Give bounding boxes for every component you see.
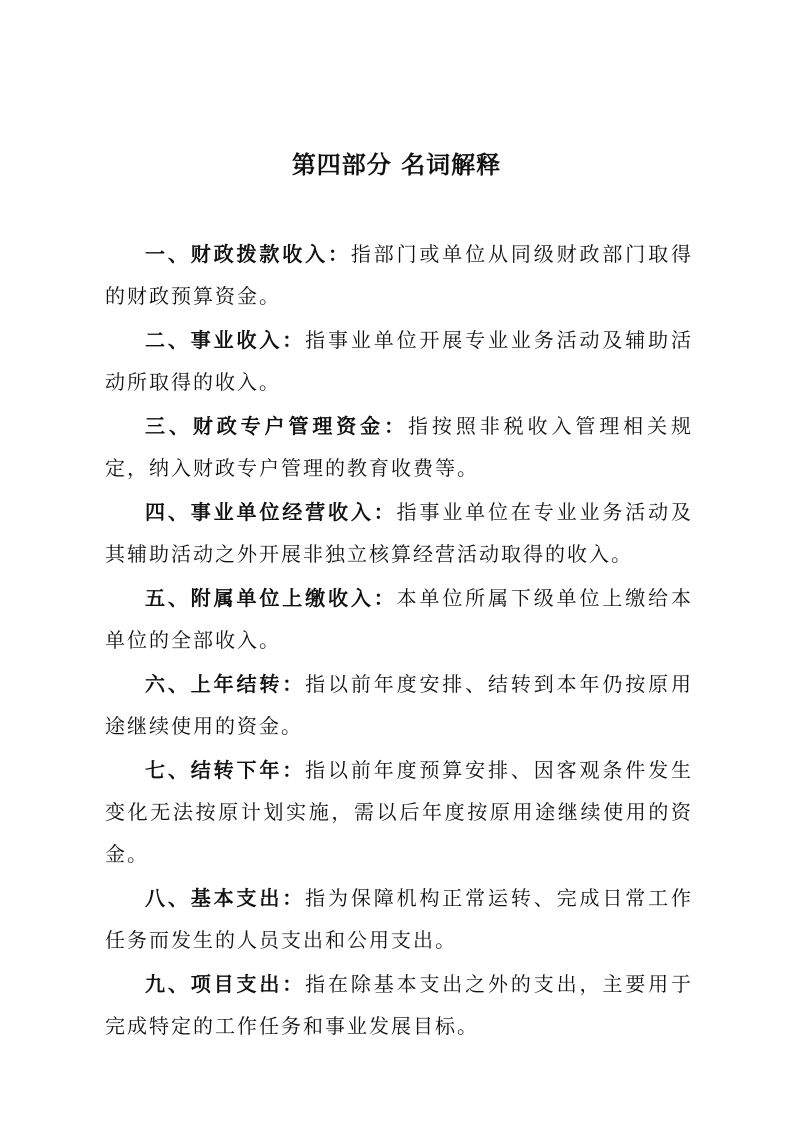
term-item <box>105 405 693 489</box>
term-definition: 指按照非税收入管理相关规定，纳入财政专户管理的教育收费等。 <box>105 414 693 480</box>
terms-list <box>105 233 693 1049</box>
term-item <box>105 663 693 747</box>
term-item <box>105 963 693 1047</box>
term-name: 六、上年结转： <box>145 672 306 696</box>
term-item <box>105 319 693 403</box>
term-item <box>105 877 693 961</box>
term-item <box>105 749 693 875</box>
term-definition: 指部门或单位从同级财政部门取得的财政预算资金。 <box>105 242 694 308</box>
term-name: 三、财政专户管理资金： <box>145 414 408 438</box>
page-title: 第四部分 名词解释 <box>291 151 502 179</box>
term-name: 四、事业单位经营收入： <box>145 500 397 524</box>
term-name: 九、项目支出： <box>145 972 306 996</box>
term-definition: 本单位所属下级单位上缴给本单位的全部收入。 <box>105 586 694 652</box>
term-definition: 指事业单位在专业业务活动及其辅助活动之外开展非独立核算经营活动取得的收入。 <box>105 500 694 566</box>
term-name: 八、基本支出： <box>145 886 306 910</box>
term-name: 七、结转下年： <box>145 758 306 782</box>
term-definition: 指事业单位开展专业业务活动及辅助活动所取得的收入。 <box>105 328 694 394</box>
term-definition: 指在除基本支出之外的支出，主要用于完成特定的工作任务和事业发展目标。 <box>105 972 694 1038</box>
term-item <box>105 233 693 317</box>
term-item <box>105 491 693 575</box>
term-definition: 指以前年度安排、结转到本年仍按原用途继续使用的资金。 <box>105 672 694 738</box>
term-name: 一、财政拨款收入： <box>145 242 351 266</box>
term-definition: 指为保障机构正常运转、完成日常工作任务而发生的人员支出和公用支出。 <box>105 886 694 952</box>
term-name: 五、附属单位上缴收入： <box>145 586 397 610</box>
term-definition: 指以前年度预算安排、因客观条件发生变化无法按原计划实施，需以后年度按原用途继续使用的资金。 <box>105 758 694 866</box>
term-item <box>105 577 693 661</box>
term-name: 二、事业收入： <box>145 328 306 352</box>
